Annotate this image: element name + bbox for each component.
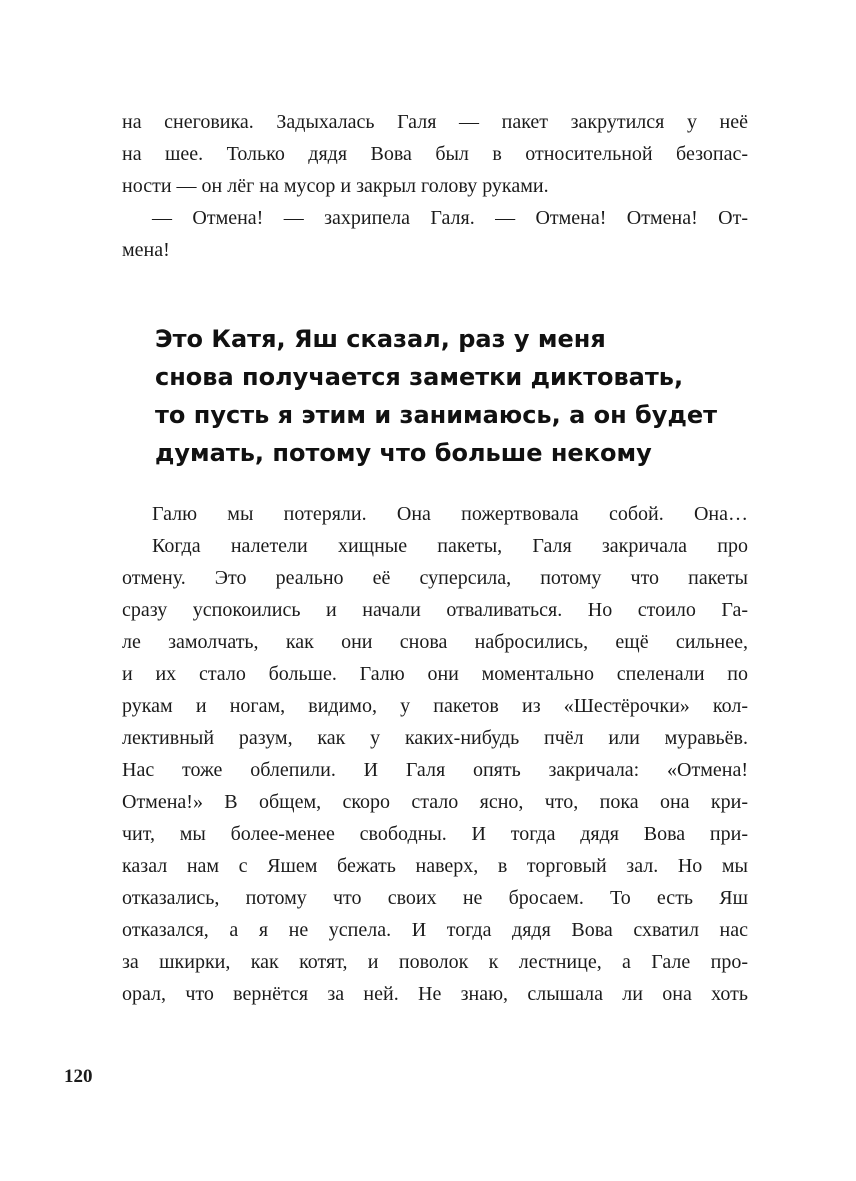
text-line: на шее. Только дядя Вова был в относительной безопас- bbox=[122, 143, 748, 165]
heading-line: думать, потому что больше некому bbox=[155, 439, 652, 467]
paragraphs-after-heading bbox=[122, 498, 748, 1010]
text-line: мена! bbox=[122, 239, 170, 261]
text-line: сразу успокоились и начали отваливаться. Но стоило Га- bbox=[122, 599, 748, 621]
text-line: отказался, а я не успела. И тогда дядя Вова схватил нас bbox=[122, 919, 748, 941]
paragraphs-before-heading bbox=[122, 106, 748, 266]
text-column bbox=[122, 106, 748, 1010]
heading-line: снова получается заметки диктовать, bbox=[155, 363, 684, 391]
text-line: за шкирки, как котят, и поволок к лестнице, а Гале про- bbox=[122, 951, 748, 973]
text-line: и их стало больше. Галю они моментально спеленали по bbox=[122, 663, 748, 685]
text-line: Отмена!» В общем, скоро стало ясно, что, пока она кри- bbox=[122, 791, 748, 813]
text-line: рукам и ногам, видимо, у пакетов из «Шестёрочки» кол- bbox=[122, 695, 748, 717]
text-line: казал нам с Яшем бежать наверх, в торговый зал. Но мы bbox=[122, 855, 748, 877]
paragraph bbox=[122, 202, 748, 266]
text-line: — Отмена! — захрипела Галя. — Отмена! Отмена! От- bbox=[152, 207, 748, 229]
paragraph bbox=[122, 530, 748, 1010]
heading-line: то пусть я этим и занимаюсь, а он будет bbox=[155, 401, 718, 429]
text-line: отказались, потому что своих не бросаем. То есть Яш bbox=[122, 887, 748, 909]
text-line: орал, что вернётся за ней. Не знаю, слышала ли она хоть bbox=[122, 983, 748, 1005]
text-line: Когда налетели хищные пакеты, Галя закричала про bbox=[152, 535, 748, 557]
text-line: Нас тоже облепили. И Галя опять закричала: «Отмена! bbox=[122, 759, 748, 781]
text-line: лективный разум, как у каких-нибудь пчёл или муравьёв. bbox=[122, 727, 748, 749]
text-line: Галю мы потеряли. Она пожертвовала собой. Она… bbox=[152, 503, 748, 525]
heading-line: Это Катя, Яш сказал, раз у меня bbox=[155, 325, 606, 353]
text-line: отмену. Это реально её суперсила, потому что пакеты bbox=[122, 567, 748, 589]
text-line: ле замолчать, как они снова набросились, ещё сильнее, bbox=[122, 631, 748, 653]
paragraph bbox=[122, 106, 748, 202]
text-line: чит, мы более-менее свободны. И тогда дядя Вова при- bbox=[122, 823, 748, 845]
chapter-heading bbox=[122, 320, 748, 472]
page-number: 120 bbox=[64, 1066, 93, 1087]
paragraph bbox=[122, 498, 748, 530]
text-line: на снеговика. Задыхалась Галя — пакет закрутился у неё bbox=[122, 111, 748, 133]
text-line: ности — он лёг на мусор и закрыл голову руками. bbox=[122, 175, 549, 197]
